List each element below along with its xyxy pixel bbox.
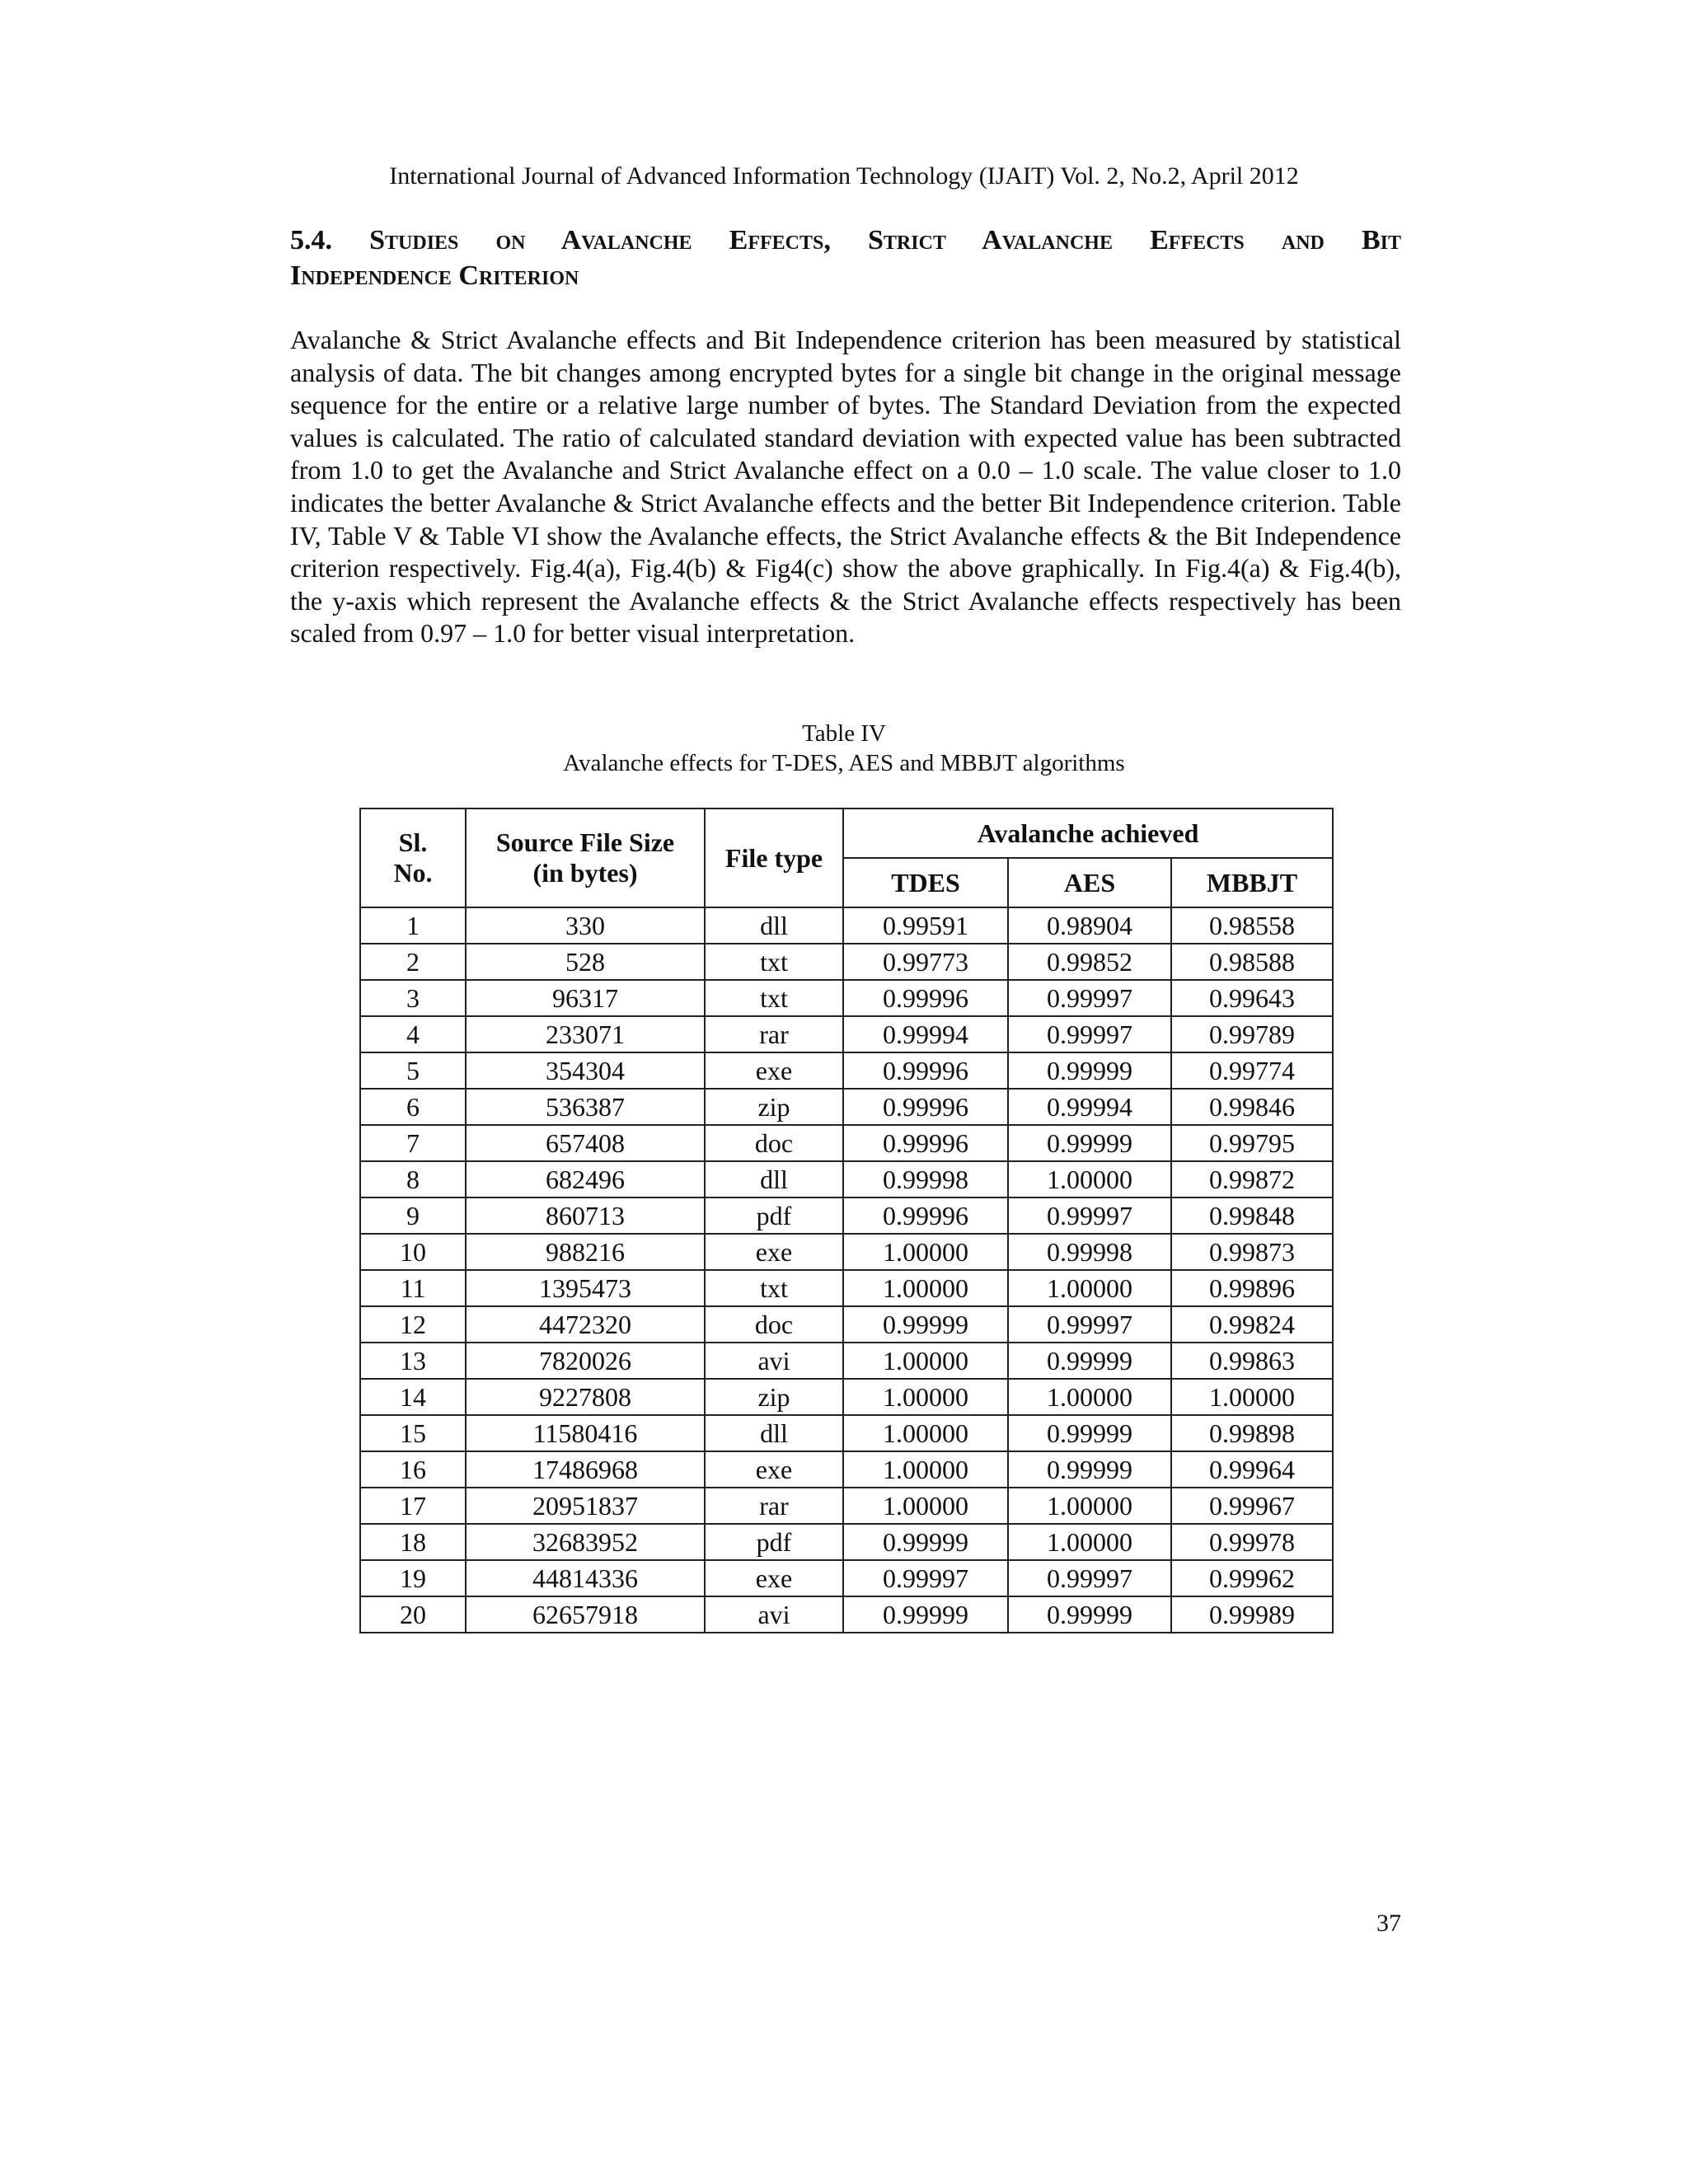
cell-tdes: 0.99999 [843, 1596, 1008, 1633]
cell-mbbjt: 0.99896 [1171, 1270, 1333, 1306]
table-row [360, 1306, 1333, 1343]
cell-aes: 1.00000 [1008, 1379, 1171, 1415]
header-aes: AES [1008, 858, 1171, 907]
cell-aes: 0.99999 [1008, 1415, 1171, 1451]
cell-file-type: rar [705, 1488, 843, 1524]
table-row [360, 980, 1333, 1016]
header-avalanche-achieved: Avalanche achieved [843, 808, 1333, 858]
cell-sl-no: 6 [360, 1089, 466, 1125]
table-row [360, 1560, 1333, 1596]
table-caption-title: Avalanche effects for T-DES, AES and MBBJT algorithms [563, 750, 1125, 776]
avalanche-table [359, 808, 1334, 1633]
cell-file-size: 682496 [466, 1161, 705, 1197]
table-row [360, 1488, 1333, 1524]
table-caption-label: Table IV [802, 720, 886, 747]
cell-aes: 0.99994 [1008, 1089, 1171, 1125]
cell-aes: 1.00000 [1008, 1161, 1171, 1197]
table-row [360, 1234, 1333, 1270]
cell-aes: 0.99999 [1008, 1052, 1171, 1089]
cell-file-type: exe [705, 1234, 843, 1270]
cell-file-size: 4472320 [466, 1306, 705, 1343]
cell-mbbjt: 0.99872 [1171, 1161, 1333, 1197]
cell-sl-no: 14 [360, 1379, 466, 1415]
cell-file-size: 20951837 [466, 1488, 705, 1524]
cell-aes: 0.99999 [1008, 1125, 1171, 1161]
cell-aes: 0.99999 [1008, 1596, 1171, 1633]
cell-file-size: 7820026 [466, 1343, 705, 1379]
section-title-line2: Independence Criterion [290, 260, 579, 291]
cell-sl-no: 1 [360, 907, 466, 944]
cell-file-size: 62657918 [466, 1596, 705, 1633]
cell-sl-no: 2 [360, 944, 466, 980]
cell-file-size: 44814336 [466, 1560, 705, 1596]
cell-sl-no: 5 [360, 1052, 466, 1089]
table-row [360, 1343, 1333, 1379]
cell-mbbjt: 0.99863 [1171, 1343, 1333, 1379]
cell-sl-no: 15 [360, 1415, 466, 1451]
cell-file-type: txt [705, 944, 843, 980]
body-paragraph: Avalanche & Strict Avalanche effects and Bit Independence criterion has been measured by statistical analysis of data. The bit changes among encrypted bytes for a single bit change in the original message sequence for the entire or a relative large number of bytes. The Standard Deviation from the expected values is calculated. The ratio of calculated standard deviation with expected value has been subtracted from 1.0 to get the Avalanche and Strict Avalanche effect on a 0.0 – 1.0 scale. The value closer to 1.0 indicates the better Avalanche & Strict Avalanche effects and the better Bit Independence criterion. Table IV, Table V & Table VI show the Avalanche effects, the Strict Avalanche effects & the Bit Independence criterion respectively. Fig.4(a), Fig.4(b) & Fig4(c) show the above graphically. In Fig.4(a) & Fig.4(b), the y-axis which represent the Avalanche effects & the Strict Avalanche effects respectively has been scaled from 0.97 – 1.0 for better visual interpretation. [290, 325, 1401, 649]
page-number: 37 [1376, 1910, 1401, 1937]
cell-aes: 0.99998 [1008, 1234, 1171, 1270]
cell-mbbjt: 0.99795 [1171, 1125, 1333, 1161]
header-mbbjt: MBBJT [1171, 858, 1333, 907]
table-row [360, 907, 1333, 944]
cell-file-size: 354304 [466, 1052, 705, 1089]
cell-file-size: 528 [466, 944, 705, 980]
cell-aes: 0.99997 [1008, 1197, 1171, 1234]
cell-file-size: 988216 [466, 1234, 705, 1270]
cell-file-type: dll [705, 1161, 843, 1197]
cell-file-size: 657408 [466, 1125, 705, 1161]
cell-file-type: exe [705, 1052, 843, 1089]
cell-file-type: dll [705, 1415, 843, 1451]
cell-aes: 0.99997 [1008, 1306, 1171, 1343]
cell-file-size: 536387 [466, 1089, 705, 1125]
cell-aes: 0.99997 [1008, 1560, 1171, 1596]
table-row [360, 1451, 1333, 1488]
cell-tdes: 1.00000 [843, 1451, 1008, 1488]
cell-mbbjt: 0.99989 [1171, 1596, 1333, 1633]
cell-tdes: 1.00000 [843, 1343, 1008, 1379]
cell-sl-no: 12 [360, 1306, 466, 1343]
cell-mbbjt: 0.99848 [1171, 1197, 1333, 1234]
table-row [360, 1089, 1333, 1125]
header-size-line1: Source File Size [495, 827, 675, 857]
table-body [360, 907, 1333, 1633]
table-row [360, 1052, 1333, 1089]
cell-sl-no: 10 [360, 1234, 466, 1270]
cell-aes: 0.99999 [1008, 1451, 1171, 1488]
cell-sl-no: 7 [360, 1125, 466, 1161]
cell-file-size: 860713 [466, 1197, 705, 1234]
cell-sl-no: 17 [360, 1488, 466, 1524]
cell-sl-no: 16 [360, 1451, 466, 1488]
cell-mbbjt: 0.99962 [1171, 1560, 1333, 1596]
cell-tdes: 0.99591 [843, 907, 1008, 944]
table-row [360, 1016, 1333, 1052]
header-sl-line2: No. [393, 858, 433, 888]
cell-mbbjt: 0.99964 [1171, 1451, 1333, 1488]
cell-file-size: 9227808 [466, 1379, 705, 1415]
header-tdes: TDES [843, 858, 1008, 907]
cell-tdes: 0.99999 [843, 1306, 1008, 1343]
cell-aes: 1.00000 [1008, 1270, 1171, 1306]
cell-tdes: 1.00000 [843, 1270, 1008, 1306]
cell-mbbjt: 0.99824 [1171, 1306, 1333, 1343]
cell-mbbjt: 0.99789 [1171, 1016, 1333, 1052]
cell-tdes: 0.99998 [843, 1161, 1008, 1197]
cell-mbbjt: 0.99967 [1171, 1488, 1333, 1524]
cell-file-type: zip [705, 1089, 843, 1125]
cell-tdes: 0.99996 [843, 1089, 1008, 1125]
cell-file-size: 96317 [466, 980, 705, 1016]
cell-tdes: 0.99994 [843, 1016, 1008, 1052]
cell-tdes: 0.99997 [843, 1560, 1008, 1596]
cell-tdes: 0.99996 [843, 1052, 1008, 1089]
cell-file-size: 330 [466, 907, 705, 944]
table-row [360, 1197, 1333, 1234]
section-number: 5.4. [290, 225, 332, 255]
cell-aes: 0.99997 [1008, 980, 1171, 1016]
cell-aes: 0.99999 [1008, 1343, 1171, 1379]
cell-tdes: 1.00000 [843, 1415, 1008, 1451]
table-row [360, 1125, 1333, 1161]
cell-mbbjt: 0.99846 [1171, 1089, 1333, 1125]
table-row [360, 1270, 1333, 1306]
cell-tdes: 0.99996 [843, 980, 1008, 1016]
cell-mbbjt: 1.00000 [1171, 1379, 1333, 1415]
cell-file-type: pdf [705, 1524, 843, 1560]
cell-tdes: 0.99773 [843, 944, 1008, 980]
header-source-file-size [466, 808, 705, 907]
cell-mbbjt: 0.99643 [1171, 980, 1333, 1016]
cell-sl-no: 18 [360, 1524, 466, 1560]
cell-mbbjt: 0.98558 [1171, 907, 1333, 944]
table-row [360, 1415, 1333, 1451]
table-row [360, 1524, 1333, 1560]
cell-aes: 1.00000 [1008, 1488, 1171, 1524]
cell-tdes: 1.00000 [843, 1234, 1008, 1270]
cell-file-size: 17486968 [466, 1451, 705, 1488]
header-file-type: File type [705, 808, 843, 907]
cell-file-type: exe [705, 1560, 843, 1596]
cell-file-size: 233071 [466, 1016, 705, 1052]
cell-tdes: 0.99996 [843, 1197, 1008, 1234]
cell-mbbjt: 0.99774 [1171, 1052, 1333, 1089]
cell-tdes: 1.00000 [843, 1488, 1008, 1524]
cell-sl-no: 11 [360, 1270, 466, 1306]
cell-sl-no: 20 [360, 1596, 466, 1633]
cell-mbbjt: 0.99873 [1171, 1234, 1333, 1270]
cell-mbbjt: 0.99978 [1171, 1524, 1333, 1560]
cell-aes: 0.98904 [1008, 907, 1171, 944]
cell-mbbjt: 0.99898 [1171, 1415, 1333, 1451]
cell-aes: 1.00000 [1008, 1524, 1171, 1560]
header-sl-line1: Sl. [398, 827, 428, 857]
section-heading-line1 [290, 223, 1401, 258]
cell-file-type: dll [705, 907, 843, 944]
cell-tdes: 0.99999 [843, 1524, 1008, 1560]
cell-file-type: avi [705, 1343, 843, 1379]
cell-file-size: 1395473 [466, 1270, 705, 1306]
cell-file-type: txt [705, 980, 843, 1016]
cell-sl-no: 8 [360, 1161, 466, 1197]
cell-sl-no: 3 [360, 980, 466, 1016]
cell-mbbjt: 0.98588 [1171, 944, 1333, 980]
cell-file-type: rar [705, 1016, 843, 1052]
cell-file-type: avi [705, 1596, 843, 1633]
cell-file-type: doc [705, 1125, 843, 1161]
cell-file-size: 11580416 [466, 1415, 705, 1451]
cell-file-type: doc [705, 1306, 843, 1343]
cell-aes: 0.99852 [1008, 944, 1171, 980]
cell-sl-no: 13 [360, 1343, 466, 1379]
cell-sl-no: 9 [360, 1197, 466, 1234]
header-size-line2: (in bytes) [532, 858, 638, 888]
table-row [360, 1596, 1333, 1633]
running-header: International Journal of Advanced Information Technology (IJAIT) Vol. 2, No.2, April 2012 [389, 162, 1299, 190]
table-row [360, 1161, 1333, 1197]
cell-file-type: pdf [705, 1197, 843, 1234]
cell-file-type: exe [705, 1451, 843, 1488]
cell-file-type: txt [705, 1270, 843, 1306]
cell-tdes: 1.00000 [843, 1379, 1008, 1415]
cell-file-size: 32683952 [466, 1524, 705, 1560]
cell-sl-no: 19 [360, 1560, 466, 1596]
cell-aes: 0.99997 [1008, 1016, 1171, 1052]
cell-file-type: zip [705, 1379, 843, 1415]
cell-tdes: 0.99996 [843, 1125, 1008, 1161]
cell-sl-no: 4 [360, 1016, 466, 1052]
table-row [360, 944, 1333, 980]
header-sl-no [360, 808, 466, 907]
table-row [360, 1379, 1333, 1415]
section-heading [290, 223, 1401, 293]
section-title-line1: Studies on Avalanche Effects, Strict Avalanche Effects and Bit [369, 225, 1402, 255]
